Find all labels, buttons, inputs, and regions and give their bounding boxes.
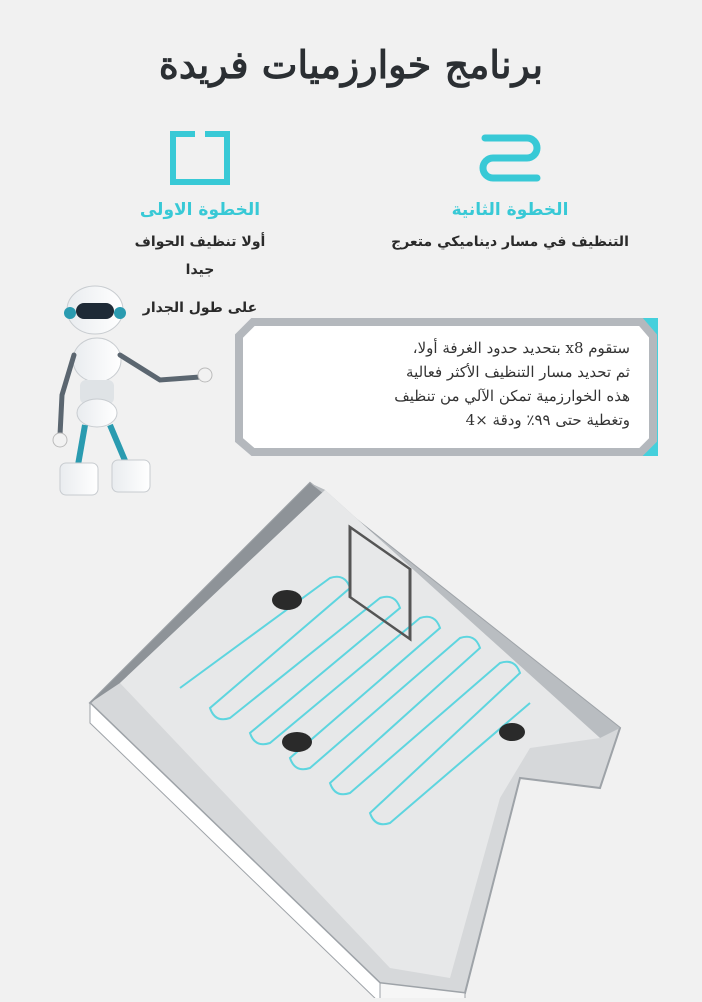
step-two-text <box>380 228 640 256</box>
info-line-2: ثم تحديد مسار التنظيف الأكثر فعالية <box>406 363 630 381</box>
info-line-4: وتغطية حتى ٩٩٪ ودقة ×4 <box>465 411 630 429</box>
square-outline-icon <box>120 130 280 200</box>
step-two <box>380 130 640 256</box>
info-text <box>260 336 630 432</box>
info-line-3: هذه الخوارزمية تمكن الآلي من تنظيف <box>394 387 630 405</box>
step-one-line-1: أولا تنظيف الحواف جيدا <box>134 234 266 278</box>
zigzag-path-icon <box>380 130 640 200</box>
page-title: برنامج خوارزميات فريدة <box>158 42 544 87</box>
step-one-heading: الخطوة الاولى <box>139 200 261 220</box>
step-one-line-2: على طول الجدار <box>142 300 258 316</box>
robot-illustration <box>40 285 230 509</box>
info-line-1: ستقوم x8 بتحديد حدود الغرفة أولا، <box>412 339 630 357</box>
room-floorplan-illustration <box>80 478 640 1002</box>
step-two-heading: الخطوة الثانية <box>451 200 569 220</box>
step-two-line-1: التنظيف في مسار ديناميكي متعرج <box>391 234 629 250</box>
